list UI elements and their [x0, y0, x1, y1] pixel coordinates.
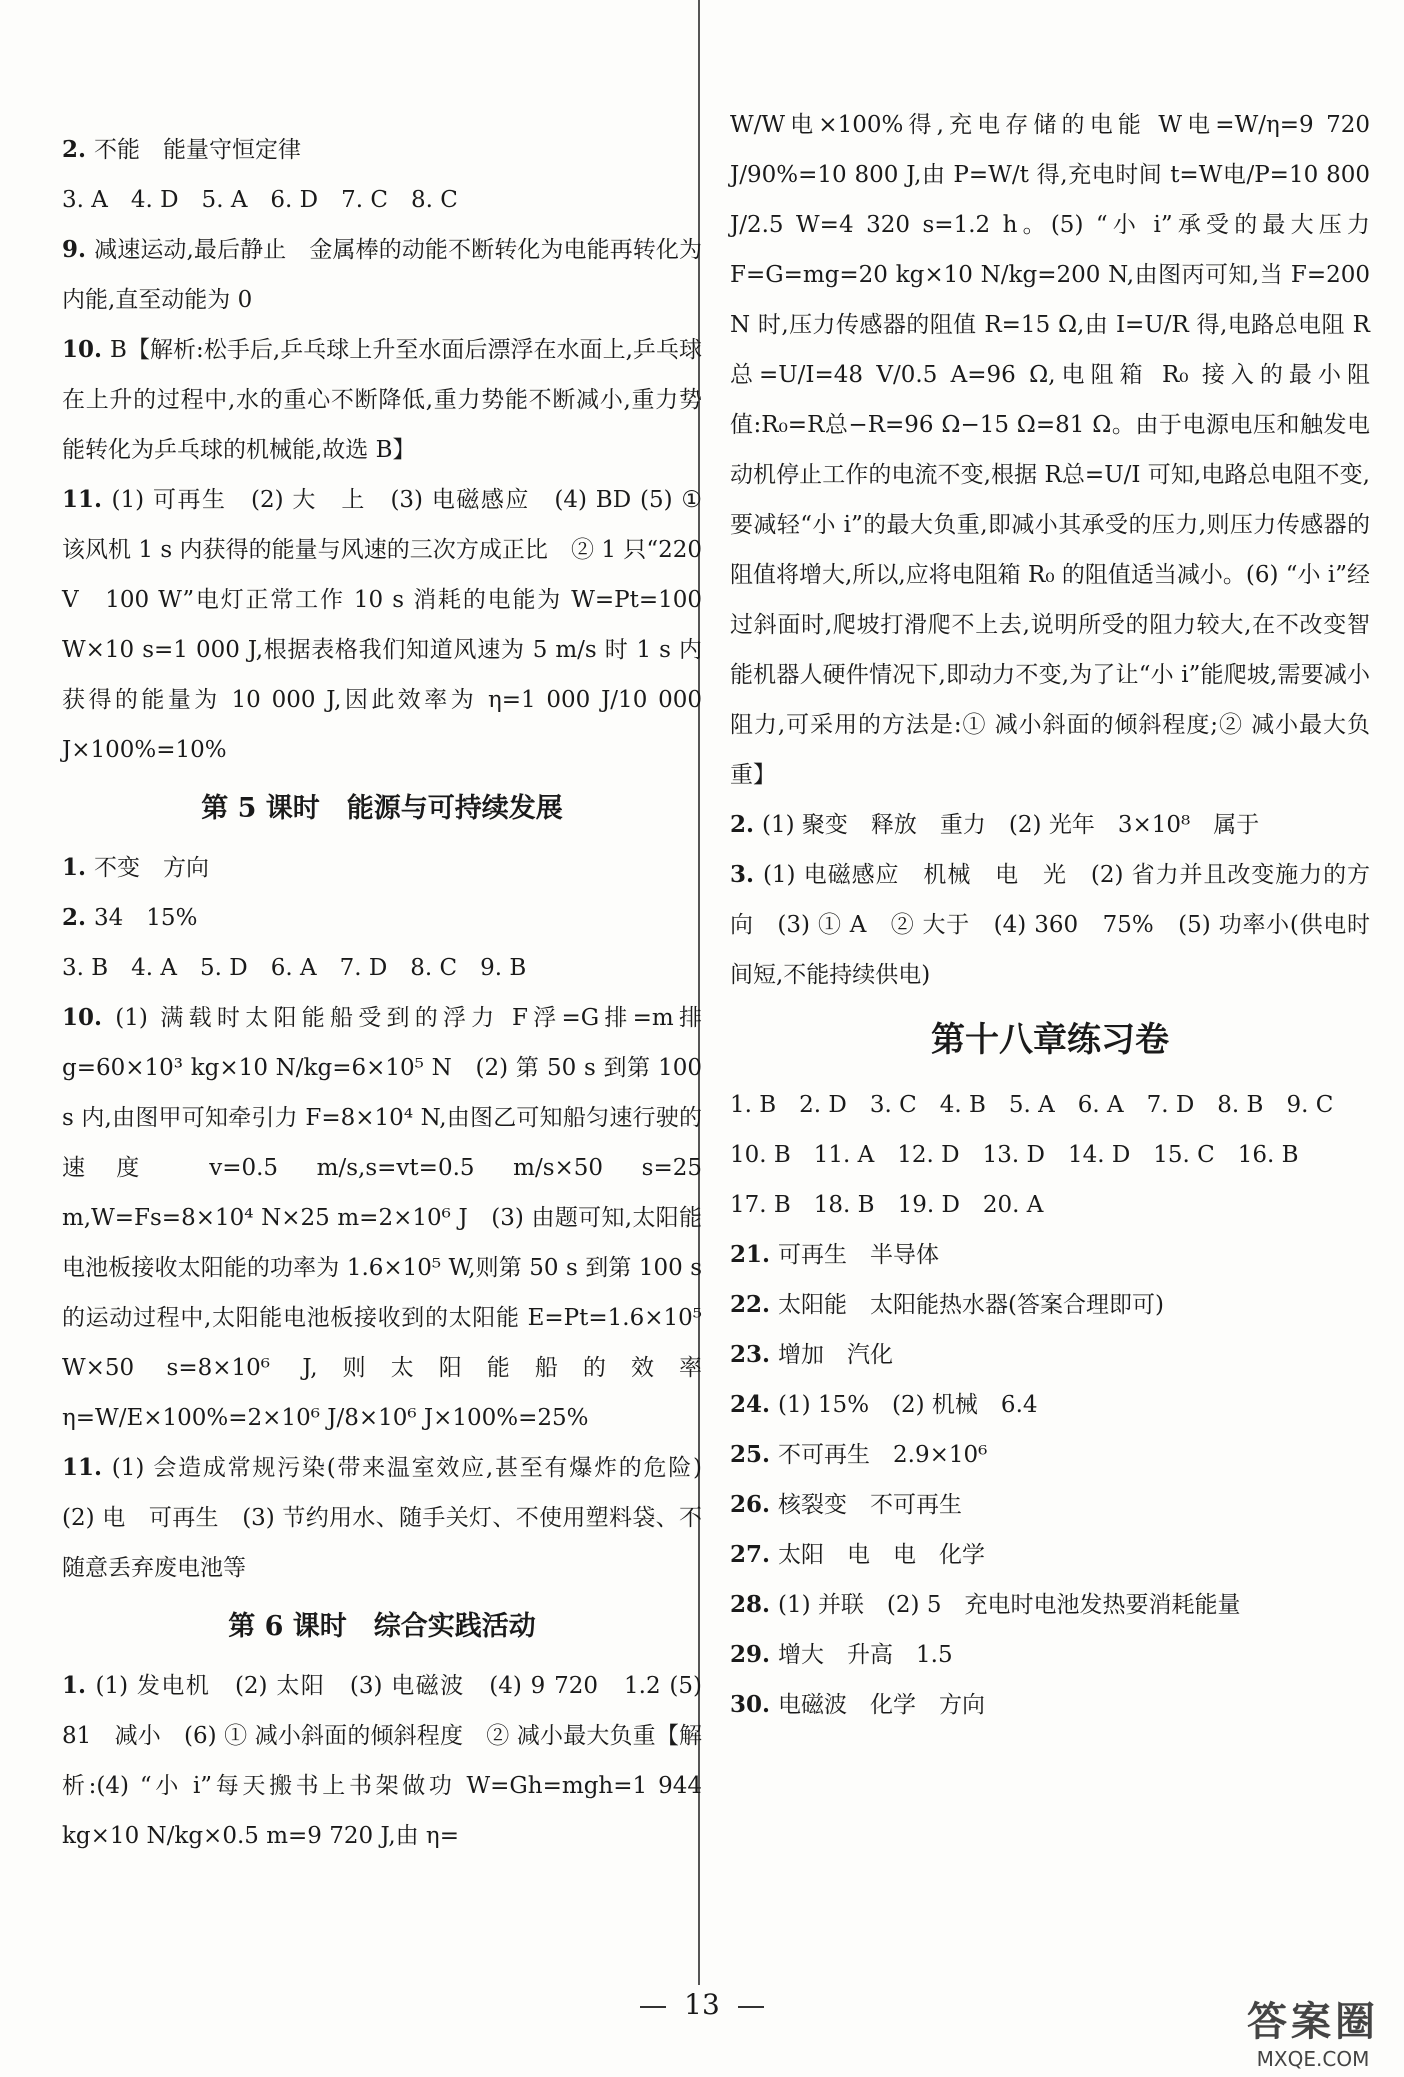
- answer-item: [730, 800, 1370, 850]
- answer-text: (1) 发电机 (2) 太阳 (3) 电磁波 (4) 9 720 1.2 (5) 81 减小 (6) ① 减小斜面的倾斜程度 ② 减小最大负重【解析:(4) “小 i”每天搬书上书架做功 W=Gh=mgh=1 944 kg×10 N/kg×0.5 m=9 720 J,由 η=: [62, 1673, 702, 1849]
- answer-item: [62, 1443, 725, 1593]
- answer-text: (1) 满载时太阳能船受到的浮力 F浮=G排=m排g=60×10³ kg×10 N/kg=6×10⁵ N (2) 第 50 s 到第 100 s 内,由图甲可知牵引力 F=8×10⁴ N,由图乙可知船匀速行驶的速度 v=0.5 m/s,s=vt=0.5 m/s×50 s=25 m,W=Fs=8×10⁴ N×25 m=2×10⁶ J (3) 由题可知,太阳能电池板接收太阳能的功率为 1.6×10⁵ W,则第 50 s 到第 100 s 的运动过程中,太阳能电池板接收到的太阳能 E=Pt=1.6×10⁵ W×50 s=8×10⁶ J,则太阳能船的效率 η=W/E×100%=2×10⁶ J/8×10⁶ J×100%=25%: [62, 1005, 702, 1431]
- answer-item: [730, 1630, 1370, 1680]
- answer-text: 核裂变 不可再生: [778, 1492, 963, 1518]
- section-5-answer-list: [62, 843, 725, 1593]
- answer-item: [730, 1680, 1370, 1730]
- answer-text: 不能 能量守恒定律: [94, 137, 302, 163]
- answer-item: [62, 325, 702, 475]
- answer-item: [730, 1280, 1370, 1330]
- continued-solution: W/W电×100%得,充电存储的电能 W电=W/η=9 720 J/90%=10 800 J,由 P=W/t 得,充电时间 t=W电/P=10 800 J/2.5 W=4 320 s=1.2 h。(5) “小 i”承受的最大压力 F=G=mg=20 kg×10 N/kg=200 N,由图丙可知,当 F=200 N 时,压力传感器的阻值 R=15 Ω,由 I=U/R 得,电路总电阻 R总=U/I=48 V/0.5 A=96 Ω,电阻箱 R₀ 接入的最小阻值:R₀=R总−R=96 Ω−15 Ω=81 Ω。由于电源电压和触发电动机停止工作的电流不变,根据 R总=U/I 可知,电路总电阻不变,要减轻“小 i”的最大负重,即减小其承受的压力,则压力传感器的阻值将增大,所以,应将电阻箱 R₀ 的阻值适当减小。(6) “小 i”经过斜面时,爬坡打滑爬不上去,说明所受的阻力较大,在不改变智能机器人硬件情况下,即动力不变,为了让“小 i”能爬坡,需要减小阻力,可采用的方法是:① 减小斜面的倾斜程度;② 减小最大负重】: [730, 112, 1370, 788]
- answer-number: 9.: [62, 236, 95, 263]
- answer-text: 太阳能 太阳能热水器(答案合理即可): [778, 1292, 1164, 1318]
- answer-item: [730, 1530, 1370, 1580]
- answer-number: 1.: [62, 1672, 96, 1699]
- answer-text: (1) 15% (2) 机械 6.4: [778, 1392, 1038, 1418]
- answer-text: 3. B 4. A 5. D 6. A 7. D 8. C 9. B: [62, 955, 527, 981]
- answer-number: 27.: [730, 1541, 779, 1568]
- answer-number: 29.: [730, 1641, 779, 1668]
- answer-text: (1) 聚变 释放 重力 (2) 光年 3×10⁸ 属于: [762, 812, 1260, 838]
- fill-in-answers: [730, 1230, 1370, 1730]
- answer-number: 22.: [730, 1291, 779, 1318]
- answer-text: 太阳 电 电 化学: [778, 1542, 986, 1568]
- watermark-logo-text: 答案圈: [1247, 1999, 1379, 2045]
- watermark-logo: [1228, 1990, 1398, 2071]
- answer-item: [62, 175, 702, 225]
- page-footer: [0, 1988, 1404, 2021]
- answer-text: 可再生 半导体: [778, 1242, 940, 1268]
- section-5-title: 第 5 课时 能源与可持续发展: [201, 793, 563, 824]
- section-6-answer-list: [62, 1661, 702, 1861]
- chapter-title: 第十八章练习卷: [931, 1020, 1169, 1060]
- left-answer-list: [62, 125, 702, 775]
- answer-text: 不变 方向: [94, 855, 210, 881]
- answer-item: [730, 1380, 1370, 1430]
- answer-text: 34 15%: [94, 905, 198, 931]
- answer-item: [730, 1330, 1370, 1380]
- answer-number: 28.: [730, 1591, 779, 1618]
- mc-answer-row: 10. B 11. A 12. D 13. D 14. D 15. C 16. B: [730, 1142, 1299, 1168]
- answer-number: 11.: [62, 486, 112, 513]
- answer-item: [730, 1230, 1370, 1280]
- answer-item: [730, 1580, 1370, 1630]
- answer-text: B【解析:松手后,乒乓球上升至水面后漂浮在水面上,乒乓球在上升的过程中,水的重心不断降低,重力势能不断减小,重力势能转化为乒乓球的机械能,故选 B】: [62, 337, 702, 463]
- answer-text: 不可再生 2.9×10⁶: [778, 1442, 988, 1468]
- answer-number: 30.: [730, 1691, 779, 1718]
- answer-number: 2.: [62, 136, 95, 163]
- answer-item: [62, 993, 702, 1443]
- answer-number: 10.: [62, 1004, 116, 1031]
- answer-number: 11.: [62, 1454, 112, 1481]
- right-column: [730, 100, 1370, 1730]
- answer-item: [62, 943, 702, 993]
- answer-number: 2.: [62, 904, 95, 931]
- answer-text: 减速运动,最后静止 金属棒的动能不断转化为电能再转化为内能,直至动能为 0: [62, 237, 702, 313]
- answer-item: [730, 1430, 1370, 1480]
- answer-number: 1.: [62, 854, 95, 881]
- section-6-title: 第 6 课时 综合实践活动: [228, 1611, 536, 1642]
- mc-answer-row: 17. B 18. B 19. D 20. A: [730, 1192, 1044, 1218]
- answer-item: [730, 850, 1370, 1000]
- mc-answer-row: 1. B 2. D 3. C 4. B 5. A 6. A 7. D 8. B 9. C: [730, 1092, 1334, 1118]
- answer-text: (1) 并联 (2) 5 充电时电池发热要消耗能量: [778, 1592, 1241, 1618]
- answer-item: [62, 125, 702, 175]
- answer-number: 23.: [730, 1341, 779, 1368]
- answer-number: 26.: [730, 1491, 779, 1518]
- page-number: 13: [684, 1988, 720, 2021]
- answer-item: [730, 1480, 1370, 1530]
- answer-number: 24.: [730, 1391, 779, 1418]
- answer-item: [62, 843, 702, 893]
- answer-number: 21.: [730, 1241, 779, 1268]
- answer-item: [62, 475, 702, 775]
- answer-text: (1) 可再生 (2) 大 上 (3) 电磁感应 (4) BD (5) ① 该风机 1 s 内获得的能量与风速的三次方成正比 ② 1 只“220 V 100 W”电灯正常工作 10 s 消耗的电能为 W=Pt=100 W×10 s=1 000 J,根据表格我们知道风速为 5 m/s 时 1 s 内获得的能量为 10 000 J,因此效率为 η=1 000 J/10 000 J×100%=10%: [62, 487, 702, 763]
- multiple-choice-answers: [730, 1080, 1370, 1230]
- answer-number: 25.: [730, 1441, 779, 1468]
- answer-text: (1) 电磁感应 机械 电 光 (2) 省力并且改变施力的方向 (3) ① A ② 大于 (4) 360 75% (5) 功率小(供电时间短,不能持续供电): [730, 862, 1370, 988]
- answer-item: [62, 893, 702, 943]
- answer-text: 增加 汽化: [778, 1342, 894, 1368]
- watermark-url: MXQE.COM: [1256, 2047, 1370, 2071]
- answer-item: [62, 225, 702, 325]
- answer-item: [62, 1661, 702, 1861]
- answer-text: (1) 会造成常规污染(带来温室效应,甚至有爆炸的危险) (2) 电 可再生 (3) 节约用水、随手关灯、不使用塑料袋、不随意丢弃废电池等: [62, 1455, 725, 1581]
- answer-text: 电磁波 化学 方向: [778, 1692, 986, 1718]
- answer-text: 增大 升高 1.5: [778, 1642, 953, 1668]
- left-column: [62, 125, 725, 1861]
- answer-number: 2.: [730, 811, 763, 838]
- answer-number: 10.: [62, 336, 111, 363]
- answer-number: 3.: [730, 861, 763, 888]
- right-answer-list: [730, 800, 1370, 1000]
- answer-text: 3. A 4. D 5. A 6. D 7. C 8. C: [62, 187, 458, 213]
